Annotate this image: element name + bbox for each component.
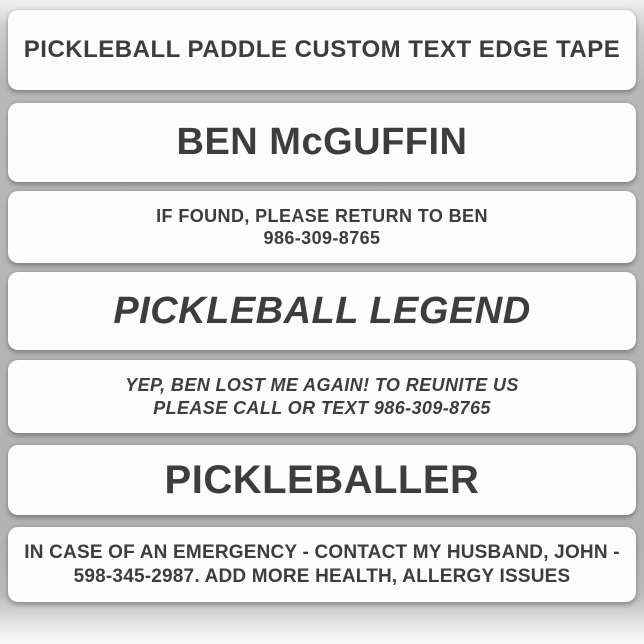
tape-strip-legend (8, 272, 636, 350)
tape-strip-name-text: BEN McGUFFIN (176, 121, 468, 163)
tape-strip-return-line1: IF FOUND, PLEASE RETURN TO BEN (156, 205, 488, 226)
tape-strip-return-info (8, 191, 636, 263)
tape-strip-emergency-line1: IN CASE OF AN EMERGENCY - CONTACT MY HUSBAND, JOHN - (24, 541, 620, 563)
tape-strip-title (8, 10, 636, 90)
tape-strip-emergency-line2: 598-345-2987. ADD MORE HEALTH, ALLERGY ISSUES (73, 565, 571, 587)
tape-strip-emergency (8, 527, 636, 602)
tape-strip-title-text: PICKLEBALL PADDLE CUSTOM TEXT EDGE TAPE (23, 36, 621, 63)
tape-strip-pickleballer-text: PICKLEBALLER (164, 457, 480, 502)
tape-strip-legend-text: PICKLEBALL LEGEND (113, 289, 531, 332)
tape-strip-reunite-line1: YEP, BEN LOST ME AGAIN! TO REUNITE US (125, 375, 519, 395)
tape-strip-return-line2: 986-309-8765 (263, 228, 381, 248)
tape-strip-name (8, 103, 636, 182)
tape-strip-reunite (8, 360, 636, 433)
tape-strip-reunite-line2: PLEASE CALL OR TEXT 986-309-8765 (153, 397, 491, 418)
tape-strip-pickleballer (8, 445, 636, 515)
